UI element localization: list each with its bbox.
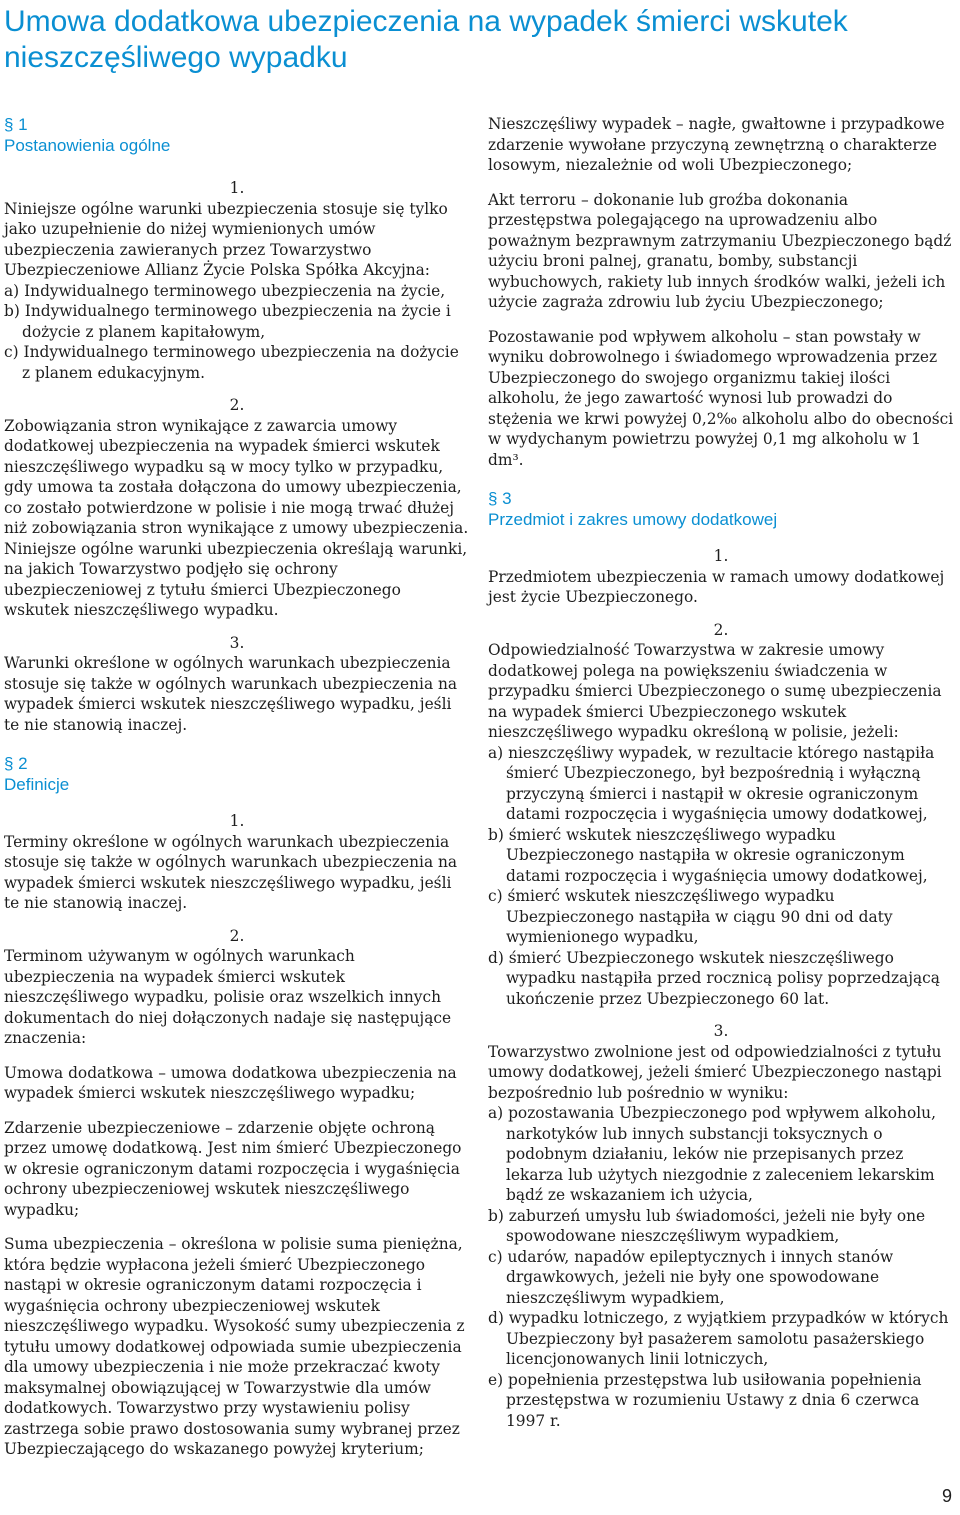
list-item: a) nieszczęśliwy wypadek, w rezultacie którego nastąpiła śmierć Ubezpieczonego, był bezpośrednią i wyłączną przyczyną śmierci i nastąpił w okresie ograniczonym datami rozpoczęcia i wygaśnięcia umowy dodatkowej, bbox=[488, 743, 935, 823]
product-list bbox=[4, 281, 470, 384]
page-number: 9 bbox=[941, 1486, 952, 1506]
definition: Suma ubezpieczenia – określona w polisie suma pieniężna, która będzie wypłacona jeżeli śmierć Ubezpieczonego nastąpi w okresie ograniczonym datami rozpoczęcia i wygaśnięcia ochrony ubezpieczeniowej wskutek nieszczęśliwego wypadku. Wysokość sumy ubezpieczenia z tytułu umowy dodatkowej odpowiada sumie ubezpieczenia dla umowy ubezpieczenia i nie może przekraczać kwoty maksymalnej obowiązującej w Towarzystwie dla umów dodatkowych. Towarzystwo przy wystawieniu polisy zastrzega sobie prawo dostosowania sumy wybranej przez Ubezpieczającego do wskazanego powyżej kryterium; bbox=[4, 1235, 465, 1458]
paragraph-text: Warunki określone w ogólnych warunkach ubezpieczenia stosuje się także w ogólnych warunkach ubezpieczenia na wypadek śmierci wskutek nieszczęśliwego wypadku, jeśli te nie stanowią inaczej. bbox=[4, 654, 458, 734]
page-title: Umowa dodatkowa ubezpieczenia na wypadek śmierci wskutek nieszczęśliwego wypadku bbox=[4, 5, 848, 74]
list-item: c) udarów, napadów epileptycznych i innych stanów drgawkowych, jeżeli nie były one spowodowane nieszczęśliwym wypadkiem, bbox=[488, 1247, 894, 1307]
section-symbol: § 3 bbox=[488, 489, 512, 508]
paragraph-number: 3. bbox=[713, 1022, 729, 1040]
list-item: c) śmierć wskutek nieszczęśliwego wypadku Ubezpieczonego nastąpiła w ciągu 90 dni od daty wymienionego wypadku, bbox=[488, 887, 893, 946]
right-column bbox=[488, 114, 954, 1431]
definition: Akt terroru – dokonanie lub groźba dokonania przestępstwa polegającego na uprowadzeniu albo poważnym bezprawnym zatrzymaniu Ubezpieczonego bądź użyciu broni palnej, granatu, bomby, substancji wybuchowych, rakiety lub innych środków walki, jeżeli ich użycie zagraża zdrowiu lub życiu Ubezpieczonego; bbox=[488, 190, 952, 311]
section-symbol: § 2 bbox=[4, 754, 28, 773]
paragraph-number: 1. bbox=[229, 812, 245, 830]
section-2-heading bbox=[4, 753, 470, 795]
conditions-list bbox=[488, 743, 954, 1010]
definition: Pozostawanie pod wpływem alkoholu – stan powstały w wyniku dobrowolnego i świadomego wprowadzenia przez Ubezpieczonego do swojego organizmu takiej ilości alkoholu, że jego zawartość wynosi lub prowadzi do stężenia we krwi powyżej 0,2‰ alkoholu albo do obecności w wydychanym powietrzu powyżej 0,1 mg alkoholu w 1 dm³. bbox=[488, 327, 954, 469]
definition: Umowa dodatkowa – umowa dodatkowa ubezpieczenia na wypadek śmierci wskutek nieszczęśliwego wypadku; bbox=[4, 1063, 457, 1102]
section-symbol: § 1 bbox=[4, 115, 28, 134]
section-title: Definicje bbox=[4, 775, 70, 794]
section-3-heading bbox=[488, 488, 954, 530]
paragraph-number: 1. bbox=[713, 547, 729, 565]
section-title: Przedmiot i zakres umowy dodatkowej bbox=[488, 510, 778, 529]
paragraph-number: 1. bbox=[229, 179, 245, 197]
list-item: b) śmierć wskutek nieszczęśliwego wypadku Ubezpieczonego nastąpiła w okresie ograniczonym datami rozpoczęcia i wygaśnięcia umowy dodatkowej, bbox=[488, 825, 928, 885]
list-item: c) Indywidualnego terminowego ubezpieczenia na dożycie z planem edukacyjnym. bbox=[4, 343, 459, 382]
exclusions-list bbox=[488, 1103, 954, 1431]
paragraph-text: Towarzystwo zwolnione jest od odpowiedzialności z tytułu umowy dodatkowej, jeżeli śmierć Ubezpieczonego nastąpi bezpośrednio lub pośrednio w wyniku: bbox=[488, 1042, 942, 1102]
list-item: e) popełnienia przestępstwa lub usiłowania popełnienia przestępstwa w rozumieniu Ustawy z dnia 6 czerwca 1997 r. bbox=[488, 1370, 922, 1430]
paragraph-text: Zobowiązania stron wynikające z zawarcia umowy dodatkowej ubezpieczenia na wypadek śmierci wskutek nieszczęśliwego wypadku są w mocy tylko w przypadku, gdy umowa ta została dołączona do umowy ubezpieczenia, co zostało potwierdzone w polisie i nie mogą trwać dłużej niż zobowiązania stron wynikające z umowy ubezpieczenia. Niniejsze ogólne warunki ubezpieczenia określają warunki, na jakich Towarzystwo podjęło się ochrony ubezpieczeniowej z tytułu śmierci Ubezpieczonego wskutek nieszczęśliwego wypadku. bbox=[4, 416, 469, 619]
definition: Zdarzenie ubezpieczeniowe – zdarzenie objęte ochroną przez umowę dodatkową. Jest nim śmierć Ubezpieczonego w okresie ograniczonym datami rozpoczęcia i wygaśnięcia ochrony ubezpieczeniowej wskutek nieszczęśliwego wypadku; bbox=[4, 1118, 462, 1219]
list-item: b) Indywidualnego terminowego ubezpieczenia na życie i dożycie z planem kapitałowym, bbox=[4, 302, 451, 341]
left-column bbox=[4, 114, 470, 1460]
paragraph-text: Odpowiedzialność Towarzystwa w zakresie umowy dodatkowej polega na powiększeniu świadczenia w przypadku śmierci Ubezpieczonego o sumę ubezpieczenia na wypadek śmierci Ubezpieczonego wskutek nieszczęśliwego wypadku określoną w polisie, jeżeli: bbox=[488, 641, 942, 741]
paragraph-number: 3. bbox=[229, 633, 245, 652]
paragraph-number: 2. bbox=[229, 926, 245, 945]
section-title: Postanowienia ogólne bbox=[4, 136, 171, 155]
paragraph-number: 2. bbox=[713, 620, 729, 639]
section-1-heading bbox=[4, 114, 470, 156]
paragraph-number: 2. bbox=[229, 396, 245, 414]
list-item: a) Indywidualnego terminowego ubezpieczenia na życie, bbox=[4, 281, 446, 300]
paragraph-text: Niniejsze ogólne warunki ubezpieczenia stosuje się tylko jako uzupełnienie do niżej wymienionych umów ubezpieczenia zawieranych przez Towarzystwo Ubezpieczeniowe Allianz Życie Polska Spółka Akcyjna: bbox=[4, 199, 448, 279]
list-item: d) śmierć Ubezpieczonego wskutek nieszczęśliwego wypadku nastąpiła przed rocznicą polisy poprzedzającą ukończenie przez Ubezpieczonego 60 lat. bbox=[488, 948, 940, 1008]
definition: Nieszczęśliwy wypadek – nagłe, gwałtowne i przypadkowe zdarzenie wywołane przyczyną zewnętrzną o charakterze losowym, niezależnie od woli Ubezpieczonego; bbox=[488, 115, 945, 174]
list-item: a) pozostawania Ubezpieczonego pod wpływem alkoholu, narkotyków lub innych substancji toksycznych o podobnym działaniu, leków nie przepisanych przez lekarza lub użytych niezgodnie z zaleceniem lekarskim bądź ze wskazaniem ich użycia, bbox=[488, 1104, 936, 1204]
paragraph-text: Terminy określone w ogólnych warunkach ubezpieczenia stosuje się także w ogólnych warunkach ubezpieczenia na wypadek śmierci wskutek nieszczęśliwego wypadku, jeśli te nie stanowią inaczej. bbox=[4, 832, 458, 912]
list-item: d) wypadku lotniczego, z wyjątkiem przypadków w których Ubezpieczony był pasażerem samolotu pasażerskiego licencjonowanych linii lotniczych, bbox=[488, 1309, 949, 1368]
paragraph-text: Przedmiotem ubezpieczenia w ramach umowy dodatkowej jest życie Ubezpieczonego. bbox=[488, 567, 945, 606]
list-item: b) zaburzeń umysłu lub świadomości, jeżeli nie były one spowodowane nieszczęśliwym wypadkiem, bbox=[488, 1206, 926, 1245]
paragraph-text: Terminom używanym w ogólnych warunkach ubezpieczenia na wypadek śmierci wskutek nieszczęśliwego wypadku, polisie oraz wszelkich innych dokumentach do niej dołączonych nadaje się następujące znaczenia: bbox=[4, 947, 452, 1047]
